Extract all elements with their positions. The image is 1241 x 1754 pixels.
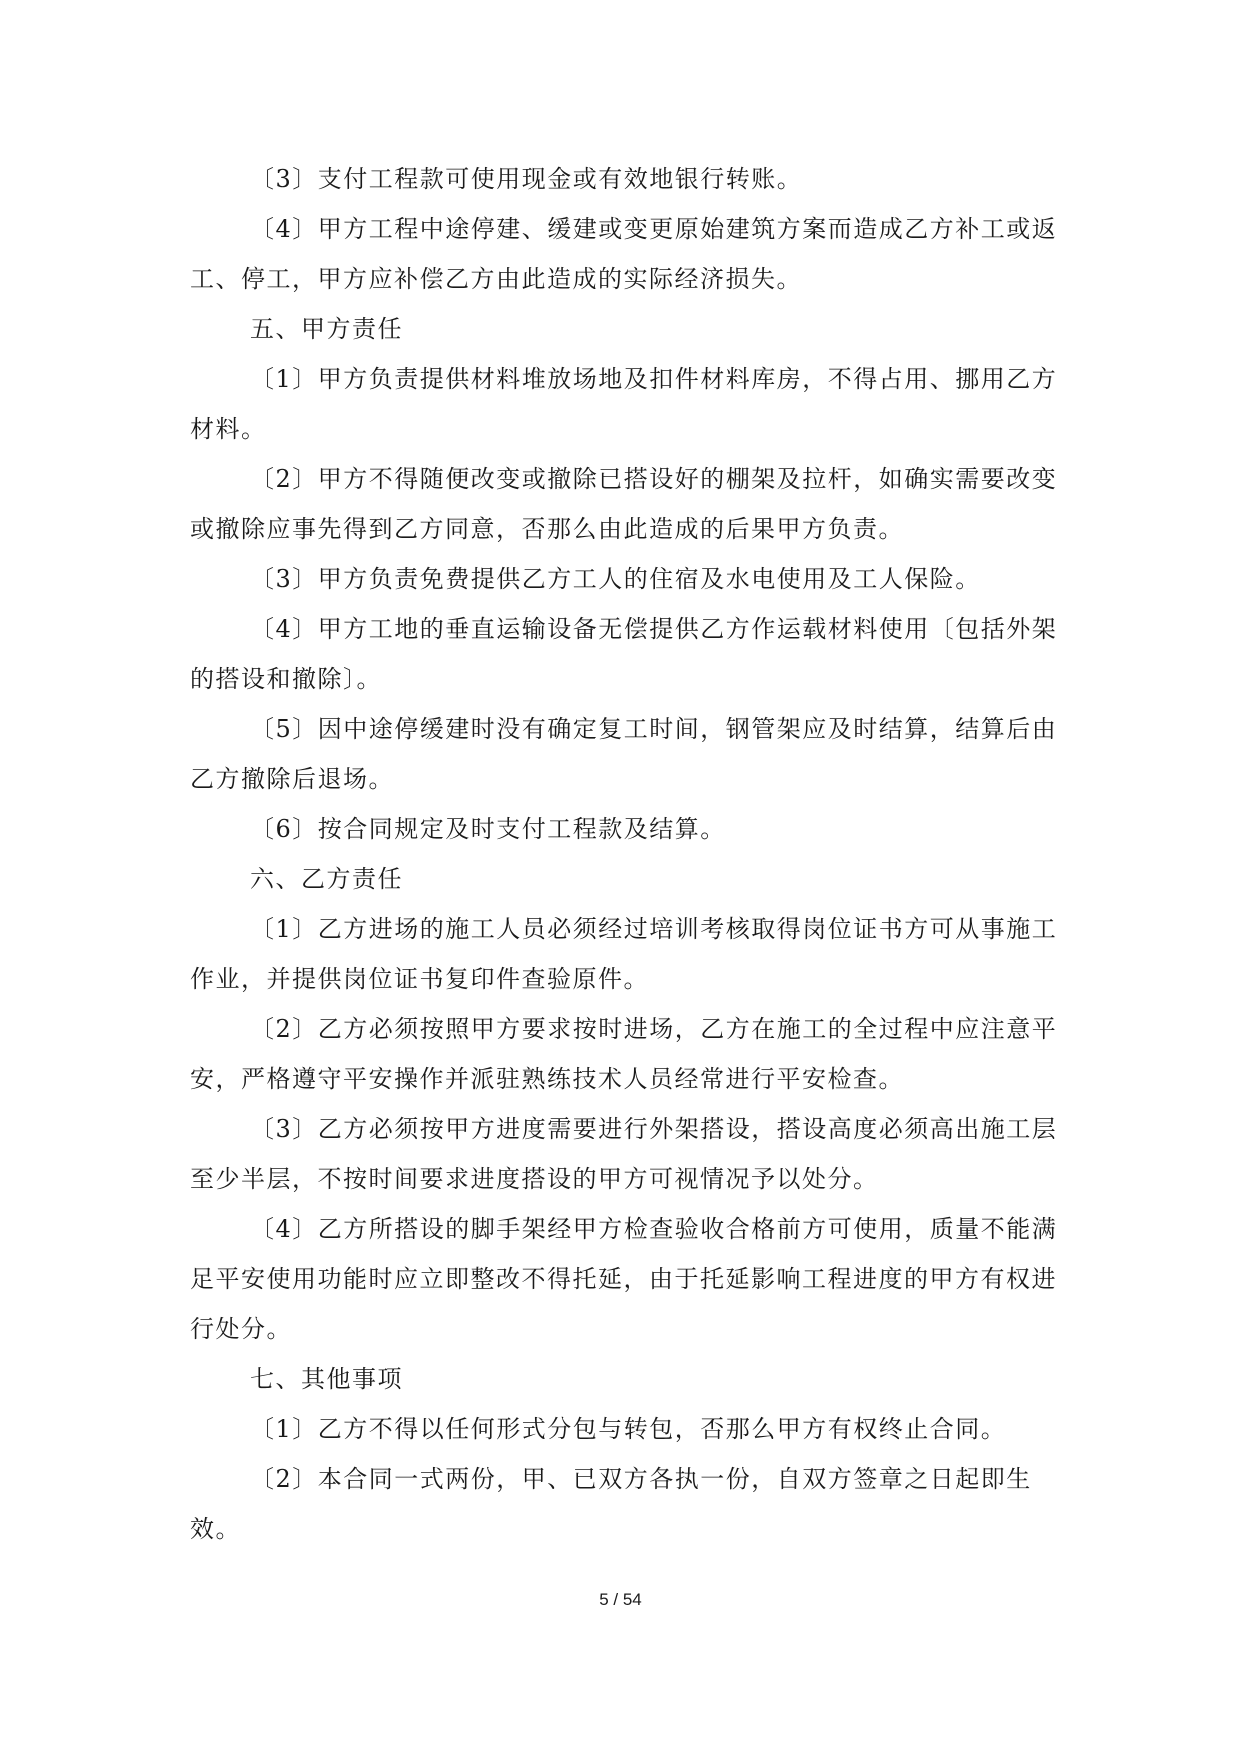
clause-4-compensation: 〔4〕甲方工程中途停建、缓建或变更原始建筑方案而造成乙方补工或返工、停工，甲方应补偿乙方由此造成的实际经济损失。 <box>190 215 1058 293</box>
party-a-clause-6: 〔6〕按合同规定及时支付工程款及结算。 <box>250 815 726 843</box>
party-b-clause-2: 〔2〕乙方必须按照甲方要求按时进场，乙方在施工的全过程中应注意平安，严格遵守平安操作并派驻熟练技术人员经常进行平安检查。 <box>190 1015 1058 1093</box>
clause-3-payment: 〔3〕支付工程款可使用现金或有效地银行转账。 <box>250 165 803 193</box>
party-a-clause-2: 〔2〕甲方不得随便改变或撤除已搭设好的棚架及拉杆，如确实需要改变或撤除应事先得到乙方同意，否那么由此造成的后果甲方负责。 <box>190 465 1058 543</box>
section-heading-party-b: 六、乙方责任 <box>250 865 403 893</box>
other-clause-2: 〔2〕本合同一式两份，甲、已双方各执一份，自双方签章之日起即生效。 <box>190 1465 1032 1543</box>
party-a-clause-1: 〔1〕甲方负责提供材料堆放场地及扣件材料库房，不得占用、挪用乙方材料。 <box>190 365 1058 443</box>
party-b-clause-1: 〔1〕乙方进场的施工人员必须经过培训考核取得岗位证书方可从事施工作业，并提供岗位证书复印件查验原件。 <box>190 915 1058 993</box>
party-a-clause-5: 〔5〕因中途停缓建时没有确定复工时间，钢管架应及时结算，结算后由乙方撤除后退场。 <box>190 715 1058 793</box>
section-heading-party-a: 五、甲方责任 <box>250 315 403 343</box>
party-b-clause-3: 〔3〕乙方必须按甲方进度需要进行外架搭设，搭设高度必须高出施工层至少半层，不按时间要求进度搭设的甲方可视情况予以处分。 <box>190 1115 1058 1193</box>
party-a-clause-3: 〔3〕甲方负责免费提供乙方工人的住宿及水电使用及工人保险。 <box>250 565 981 593</box>
page-number: 5 / 54 <box>599 1590 642 1609</box>
section-heading-other: 七、其他事项 <box>250 1365 403 1393</box>
document-body <box>190 154 1070 1554</box>
party-b-clause-4: 〔4〕乙方所搭设的脚手架经甲方检查验收合格前方可使用，质量不能满足平安使用功能时应立即整改不得托延，由于托延影响工程进度的甲方有权进行处分。 <box>190 1215 1058 1343</box>
party-a-clause-4: 〔4〕甲方工地的垂直运输设备无偿提供乙方作运载材料使用〔包括外架的搭设和撤除〕。 <box>190 615 1058 693</box>
other-clause-1: 〔1〕乙方不得以任何形式分包与转包，否那么甲方有权终止合同。 <box>250 1415 1007 1443</box>
